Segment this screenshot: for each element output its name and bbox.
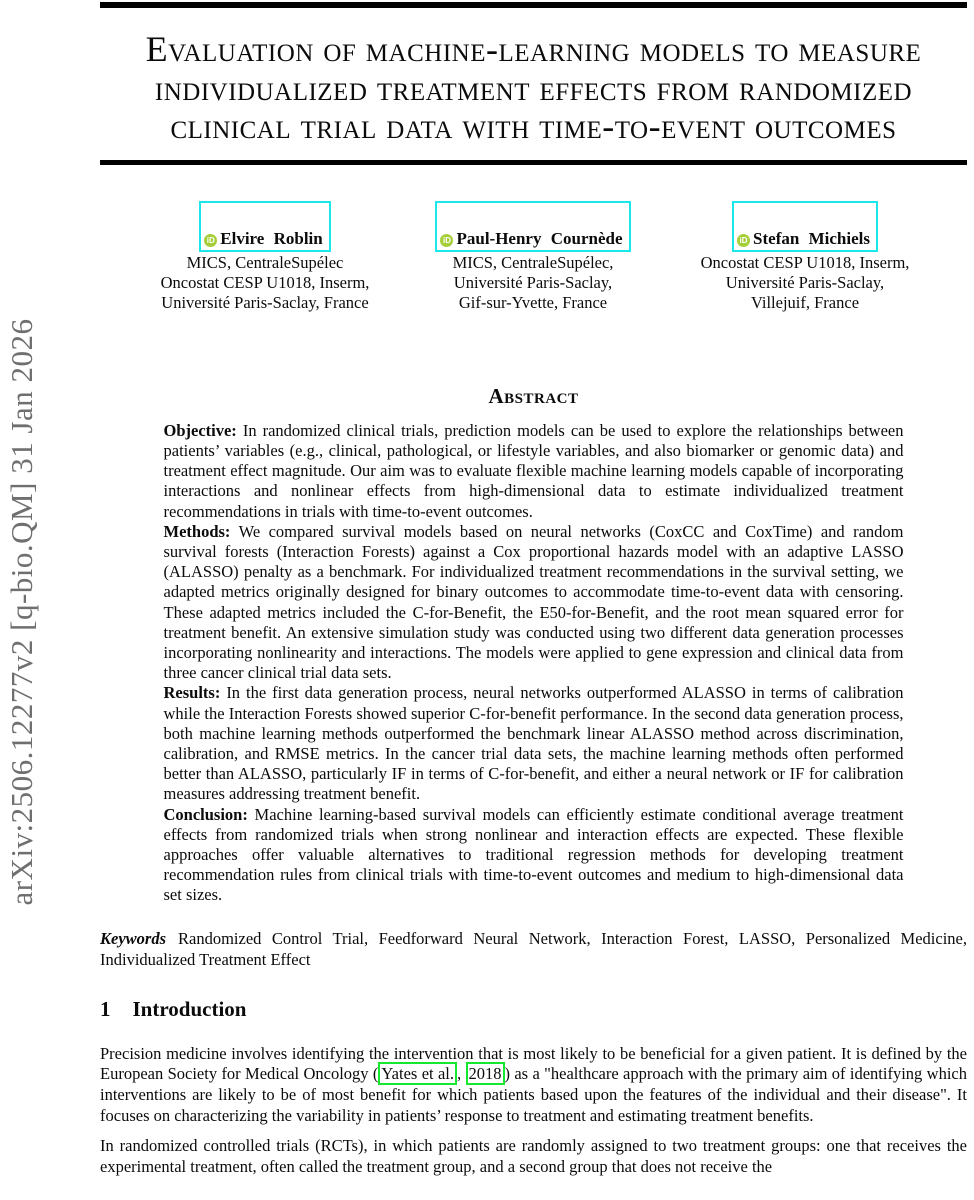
abstract-section-objective (164, 421, 904, 522)
keywords-block (100, 928, 967, 971)
author-affiliation-line: Villejuif, France (750, 293, 860, 313)
section-number: 1 (100, 996, 111, 1021)
section-title: Introduction (132, 996, 247, 1021)
abstract-text: Machine learning-based survival models can efficiently estimate conditional average treatment effects from randomized trials when strong nonlinear and interaction effects are expected. These flexible approaches offer valuable alternatives to traditional regression methods for developing treatment recommendation rules from clinical trials with time-to-event outcomes and medium to high-dimensional data set sizes. (163, 804, 904, 905)
citation-year-link[interactable]: 2018 (466, 1062, 505, 1085)
abstract-section-results (164, 683, 904, 804)
author-affiliation-line: MICS, CentraleSupélec (186, 252, 344, 272)
abstract-label: Results: (163, 683, 221, 703)
abstract-section-methods (164, 522, 904, 684)
paper-content (100, 2, 967, 1178)
author-affiliation-line: Oncostat CESP U1018, Inserm, (700, 252, 910, 272)
abstract-label: Methods: (163, 521, 231, 541)
author-block-3 (680, 201, 930, 314)
citation-author-link[interactable]: Yates et al. (378, 1062, 457, 1085)
author-link-box-2[interactable] (435, 201, 630, 252)
paragraph-text: Precision medicine involves identifying the intervention that is most likely to be beneficial for a given patient. It is defined by the European Society for Medical Oncology ( (100, 1043, 967, 1084)
section-heading-introduction (100, 997, 967, 1022)
orcid-icon[interactable]: iD (737, 234, 750, 247)
author-link-box-3[interactable] (732, 201, 878, 252)
author-affiliation-line: Oncostat CESP U1018, Inserm, (160, 273, 370, 293)
title-rule-bottom (100, 160, 967, 165)
abstract-body (164, 421, 904, 906)
paragraph-text: , (457, 1064, 466, 1084)
arxiv-watermark: arXiv:2506.12277v2 [q-bio.QM] 31 Jan 2026 (4, 318, 39, 906)
keywords-label: Keywords (100, 928, 166, 948)
introduction-paragraph-2: In randomized controlled trials (RCTs), in which patients are randomly assigned to two treatment groups: one that receives the experimental treatment, often called the treatment group, and a second group that does not receive the (100, 1136, 967, 1177)
keywords-text: Randomized Control Trial, Feedforward Neural Network, Interaction Forest, LASSO, Personalized Medicine, Individualized Treatment Effect (100, 928, 967, 970)
abstract-text: We compared survival models based on neural networks (CoxCC and CoxTime) and random survival forests (Interaction Forests) against a Cox proportional hazards model with an adaptive LASSO (ALASSO) penalty as a benchmark. For individualized treatment recommendations in the survival setting, we adapted metrics originally designed for binary outcomes to accommodate time-to-event data with censoring. These adapted metrics included the C-for-Benefit, the E50-for-Benefit, and the root mean squared error for treatment benefit. An extensive simulation study was conducted using two different data generation processes incorporating nonlinearity and interactions. The models were applied to gene expression and clinical data from three cancer clinical trial data sets. (163, 521, 904, 683)
author-link-box-1[interactable] (199, 201, 330, 252)
author-affiliation-line: Université Paris-Saclay, (453, 273, 613, 293)
author-name: Paul-Henry Cournède (456, 228, 623, 248)
introduction-paragraph-1 (100, 1044, 967, 1127)
abstract-text: In the first data generation process, neural networks outperformed ALASSO in terms of calibration while the Interaction Forests showed superior C-for-benefit performance. In the second data generation process, both machine learning methods outperformed the benchmark linear ALASSO method across discrimination, calibration, and RMSE metrics. In the cancer trial data sets, the machine learning methods often performed better than ALASSO, particularly IF in terms of C-for-benefit, and either a neural network or IF for calibration measures addressing treatment benefit. (163, 683, 904, 804)
abstract-text: In randomized clinical trials, prediction models can be used to explore the relationships between patients’ variables (e.g., clinical, pathological, or lifestyle variables, and also biomarker or genomic data) and treatment effect magnitude. Our aim was to evaluate flexible machine learning models capable of incorporating interactions and nonlinear effects from high-dimensional data to estimate individualized treatment recommendations in trials with time-to-event outcomes. (163, 420, 904, 521)
abstract-label: Objective: (163, 420, 237, 440)
orcid-icon[interactable]: iD (440, 234, 453, 247)
abstract-label: Conclusion: (163, 804, 248, 824)
authors-row (100, 201, 967, 314)
abstract-section-conclusion (164, 805, 904, 906)
author-affiliation-line: MICS, CentraleSupélec, (452, 252, 614, 272)
author-block-1 (140, 201, 390, 314)
author-affiliation-line: Gif-sur-Yvette, France (458, 293, 608, 313)
title-rule-top (100, 2, 967, 8)
abstract-heading: Abstract (488, 383, 579, 408)
author-name: Elvire Roblin (220, 228, 323, 248)
author-block-2 (408, 201, 658, 314)
paragraph-text: ) as a "healthcare approach with the primary aim of identifying which interventions are likely to be of most benefit for which patients based upon the features of the individual and their disease". It focuses on characterizing the variability in patients’ response to treatment and estimating treatment benefits. (100, 1064, 967, 1125)
paper-title: Evaluation of machine-learning models to measure individualized treatment effects from randomized clinical trial data with time-to-event outcomes (145, 29, 922, 146)
author-name: Stefan Michiels (753, 228, 870, 248)
orcid-icon[interactable]: iD (204, 234, 217, 247)
author-affiliation-line: Université Paris-Saclay, (725, 273, 885, 293)
author-affiliation-line: Université Paris-Saclay, France (161, 293, 369, 313)
